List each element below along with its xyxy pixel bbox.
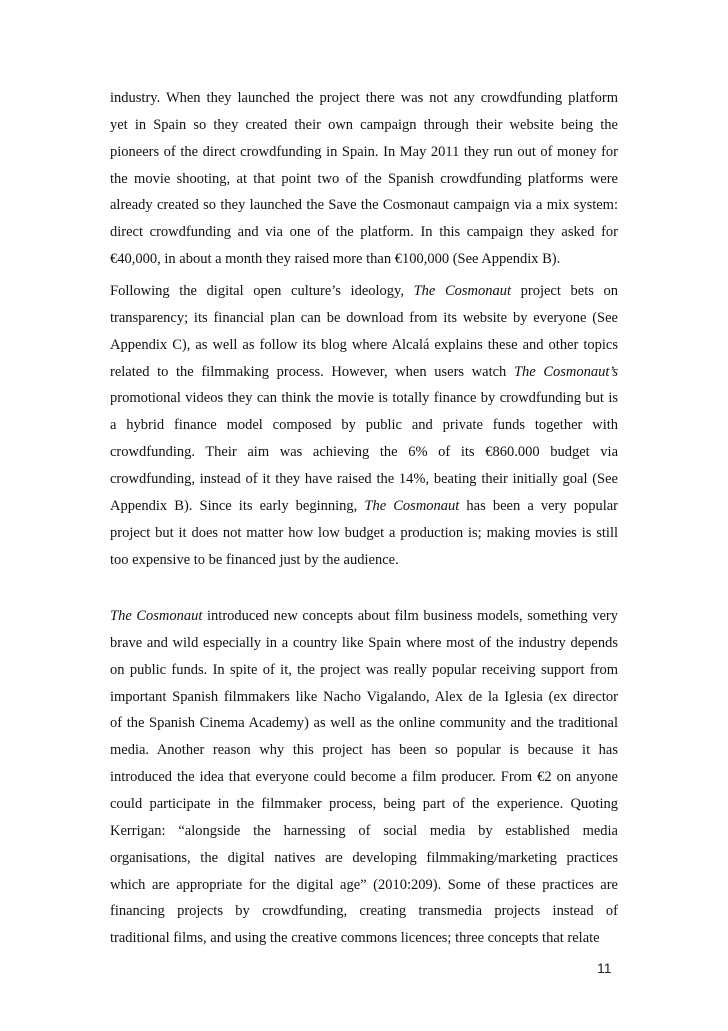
text-run: direct crowdfunding and via one of the platform. In this campaign they asked for [110, 224, 618, 241]
text-line [110, 634, 618, 652]
text-line [110, 607, 618, 625]
text-line [110, 443, 618, 461]
text-line [110, 143, 618, 161]
text-run: on public funds. In spite of it, the project was really popular receiving support from [110, 661, 618, 678]
text-line [110, 470, 618, 488]
text-line [110, 795, 618, 813]
text-line [110, 902, 618, 920]
text-line [110, 389, 618, 407]
italic-title-text: The Cosmonaut [413, 283, 512, 299]
text-run: already created so they launched the Save the Cosmonaut campaign via a mix system: [110, 197, 618, 214]
text-run: project but it does not matter how low budget a production is; making movies is still [110, 524, 618, 541]
text-run: crowdfunding. Their aim was achieving the 6% of its €860.000 budget via [110, 444, 618, 461]
text-run: has been a very popular [459, 497, 618, 514]
text-line [110, 309, 618, 327]
text-line [110, 876, 618, 894]
text-run: which are appropriate for the digital age” (2010:209). Some of these practices are [110, 876, 618, 893]
text-run: introduced the idea that everyone could become a film producer. From €2 on anyone [110, 769, 618, 786]
text-line [110, 223, 618, 241]
italic-title-text: The Cosmonaut [364, 497, 460, 514]
text-run: too expensive to be financed just by the audience. [110, 551, 399, 568]
text-run: related to the filmmaking process. However, when users watch [110, 363, 514, 380]
text-line [110, 551, 618, 569]
text-run: Following the digital open culture’s ideology, [110, 283, 414, 299]
text-line [110, 849, 618, 867]
text-run: transparency; its financial plan can be download from its website by everyone (See [110, 309, 618, 326]
text-run: financing projects by crowdfunding, creating transmedia projects instead of [110, 903, 618, 920]
text-run: Appendix B). Since its early beginning, [110, 497, 365, 514]
text-run: promotional videos they can think the movie is totally finance by crowdfunding but is [110, 390, 618, 407]
text-run: organisations, the digital natives are developing filmmaking/marketing practices [110, 849, 618, 866]
text-run: Kerrigan: “alongside the harnessing of social media by established media [110, 822, 618, 839]
text-run: project bets on [511, 283, 618, 299]
text-line [110, 250, 618, 268]
text-line [110, 822, 618, 840]
text-run: could participate in the filmmaker process, being part of the experience. Quoting [110, 795, 618, 812]
text-line [110, 196, 618, 214]
text-line [110, 363, 618, 381]
text-line [110, 741, 618, 759]
text-line [110, 336, 618, 354]
italic-title-text: The Cosmonaut’s [513, 363, 618, 380]
text-run: introduced new concepts about film business models, something very [202, 608, 618, 624]
text-run: industry. When they launched the project there was not any crowdfunding platform [110, 90, 618, 106]
text-line [110, 661, 618, 679]
text-line [110, 497, 618, 515]
text-run: the movie shooting, at that point two of the Spanish crowdfunding platforms were [110, 170, 618, 187]
page-number: 11 [597, 960, 612, 976]
text-line [110, 768, 618, 786]
text-line [110, 688, 618, 706]
text-run: €40,000, in about a month they raised more than €100,000 (See Appendix B). [110, 251, 561, 268]
text-line [110, 116, 618, 134]
text-line [110, 170, 618, 188]
text-run: important Spanish filmmakers like Nacho Vigalando, Alex de la Iglesia (ex director [110, 688, 618, 705]
italic-title-text: The Cosmonaut [110, 608, 203, 624]
text-line [110, 89, 618, 107]
text-line [110, 929, 618, 947]
text-run: pioneers of the direct crowdfunding in Spain. In May 2011 they run out of money for [110, 143, 618, 160]
text-run: of the Spanish Cinema Academy) as well as the online community and the traditional [110, 715, 618, 732]
text-run: media. Another reason why this project has been so popular is because it has [110, 742, 618, 759]
text-run: Appendix C), as well as follow its blog where Alcalá explains these and other topics [110, 336, 618, 353]
text-run: a hybrid finance model composed by public and private funds together with [110, 417, 618, 434]
text-run: crowdfunding, instead of it they have raised the 14%, beating their initially goal (See [110, 470, 618, 487]
text-line [110, 416, 618, 434]
text-run: brave and wild especially in a country like Spain where most of the industry depends [110, 634, 618, 651]
text-line [110, 714, 618, 732]
text-run: yet in Spain so they created their own campaign through their website being the [110, 116, 618, 133]
text-run: traditional films, and using the creative commons licences; three concepts that relate [110, 930, 600, 947]
text-line [110, 524, 618, 542]
text-line [110, 282, 618, 300]
